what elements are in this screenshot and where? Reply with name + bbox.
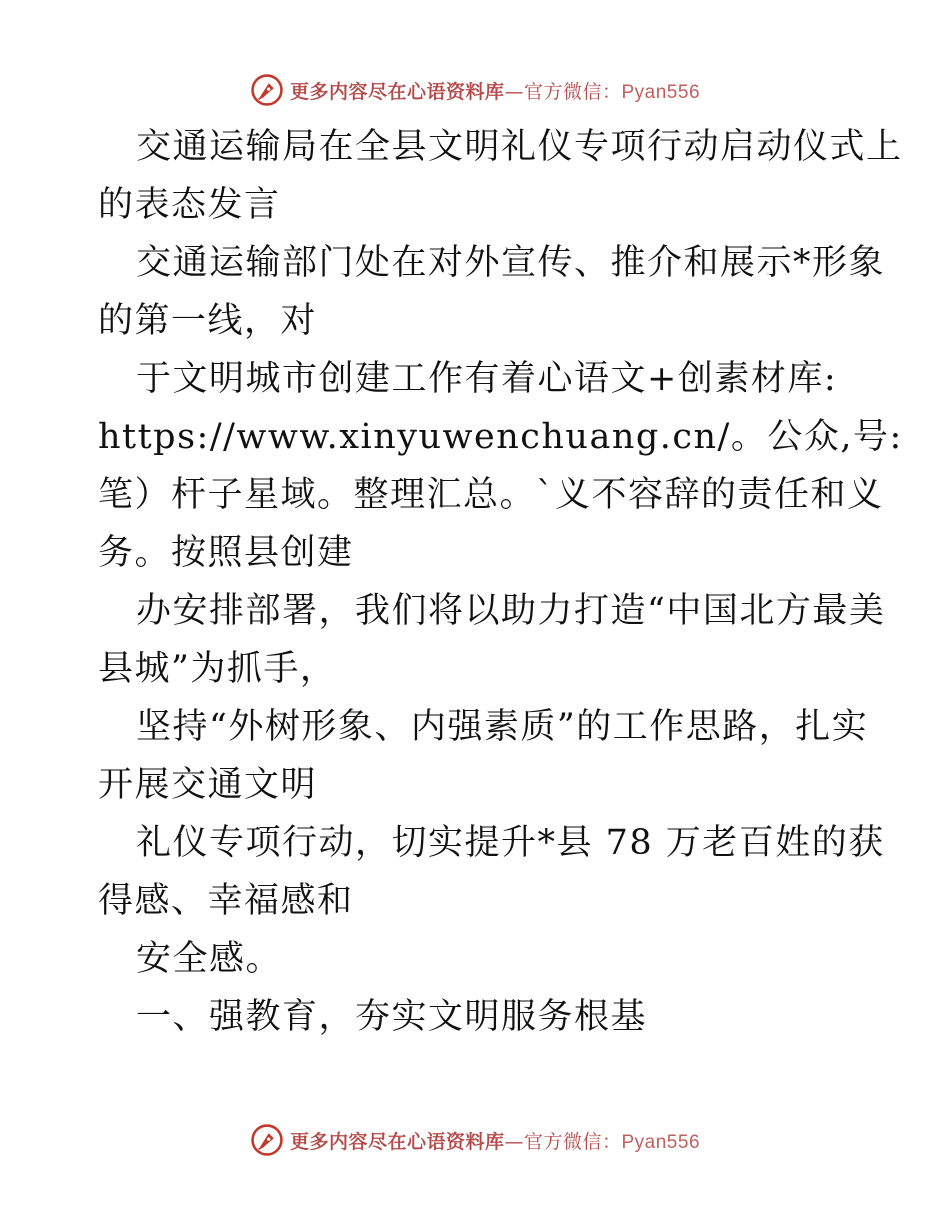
footer-watermark — [0, 1120, 950, 1160]
doc-paragraph-line: 于文明城市创建工作有着心语文+创素材库: — [136, 359, 838, 399]
watermark-wechat-id: Pyan556 — [621, 1131, 701, 1153]
header-watermark — [0, 70, 950, 110]
watermark-main: 更多内容尽在心语资料库 — [289, 80, 505, 103]
watermark-text — [290, 77, 700, 104]
doc-paragraph-line: https://www.xinyuwenchuang.cn/。公众,号: — [98, 417, 903, 457]
doc-paragraph-line: 办安排部署，我们将以助力打造“中国北方最美 — [136, 591, 886, 631]
doc-paragraph-line: 安全感。 — [136, 939, 283, 979]
watermark-wechat-label: 官方微信： — [523, 1130, 622, 1153]
doc-paragraph-line: 得感、幸福感和 — [98, 881, 354, 921]
watermark-separator: — — [504, 80, 524, 103]
watermark-separator: — — [504, 1130, 524, 1153]
watermark-text — [290, 1127, 700, 1154]
doc-title-line-2: 的表态发言 — [98, 185, 281, 225]
pen-nib-logo-icon — [250, 73, 284, 107]
doc-paragraph-line: 务。按照县创建 — [98, 533, 354, 573]
document-body — [98, 118, 903, 1046]
watermark-wechat-id: Pyan556 — [621, 81, 701, 103]
doc-paragraph-line: 的第一线，对 — [98, 301, 318, 341]
doc-paragraph-line: 县城”为抓手， — [98, 649, 337, 689]
doc-paragraph-line: 交通运输部门处在对外宣传、推介和展示*形象 — [136, 243, 886, 283]
doc-paragraph-line: 礼仪专项行动，切实提升*县 78 万老百姓的获 — [136, 823, 885, 863]
doc-title-line-1: 交通运输局在全县文明礼仪专项行动启动仪式上 — [136, 127, 903, 167]
doc-paragraph-line: 笔）杆子星域。整理汇总。`义不容辞的责任和义 — [98, 475, 884, 515]
watermark-main: 更多内容尽在心语资料库 — [289, 1130, 505, 1153]
watermark-wechat-label: 官方微信： — [523, 80, 622, 103]
doc-paragraph-line: 开展交通文明 — [98, 765, 318, 805]
pen-nib-logo-icon — [250, 1123, 284, 1157]
doc-paragraph-line: 坚持“外树形象、内强素质”的工作思路，扎实 — [136, 707, 869, 747]
doc-section-heading: 一、强教育，夯实文明服务根基 — [136, 997, 648, 1037]
